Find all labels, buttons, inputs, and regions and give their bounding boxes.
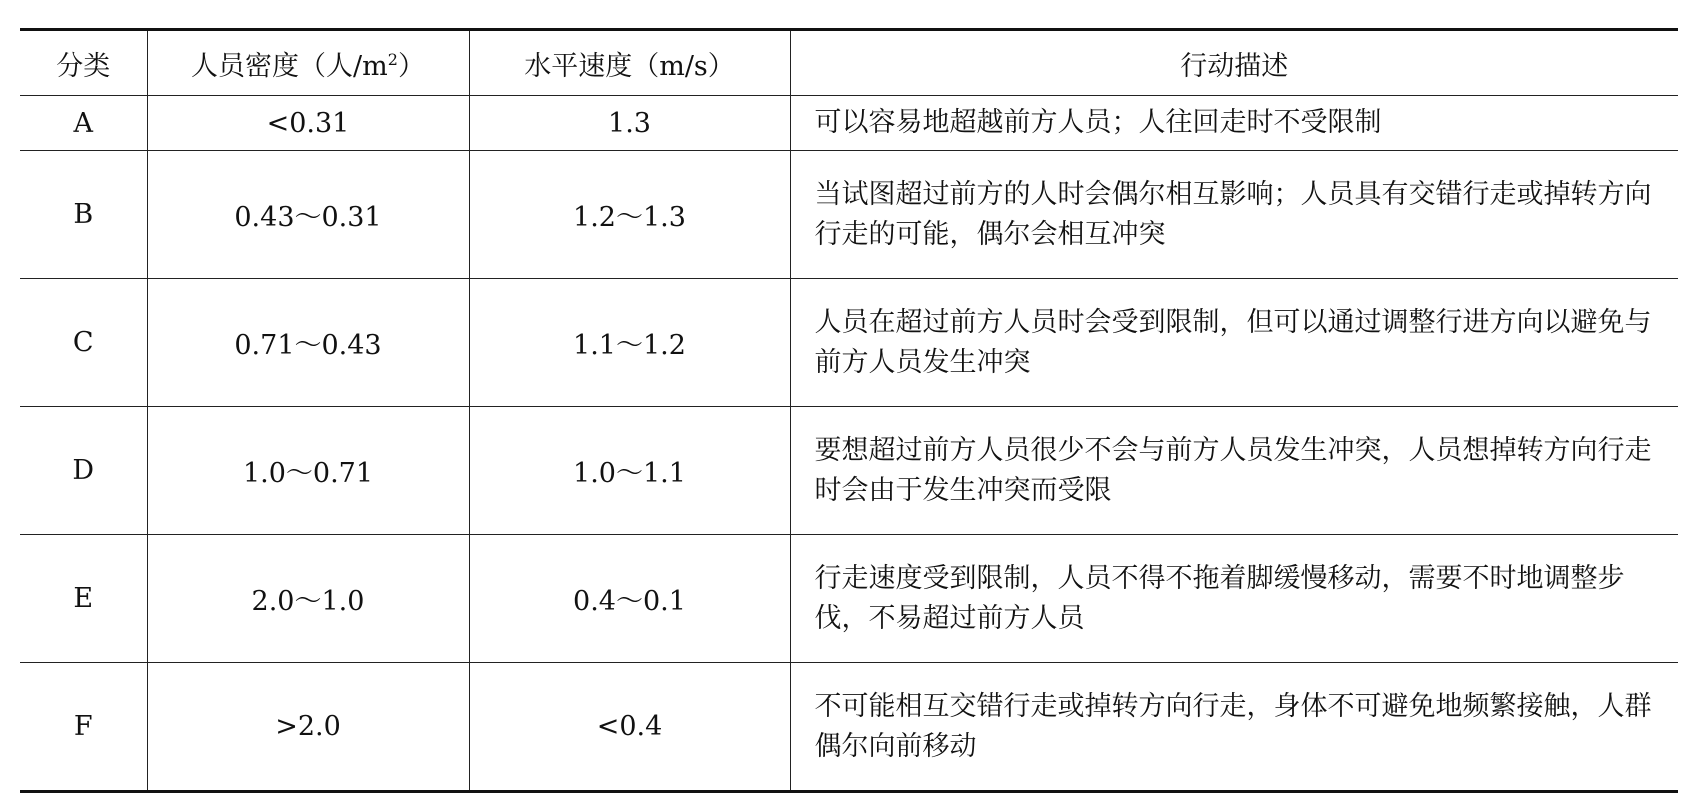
crowd-density-table bbox=[20, 28, 1678, 793]
cell-category: A bbox=[20, 96, 147, 151]
table-row bbox=[20, 535, 1678, 663]
cell-category: E bbox=[20, 535, 147, 663]
cell-speed: <0.4 bbox=[469, 663, 790, 792]
cell-density: <0.31 bbox=[147, 96, 469, 151]
table-row bbox=[20, 96, 1678, 151]
cell-speed: 0.4～0.1 bbox=[469, 535, 790, 663]
cell-density: 0.71～0.43 bbox=[147, 279, 469, 407]
cell-description: 要想超过前方人员很少不会与前方人员发生冲突，人员想掉转方向行走时会由于发生冲突而受限 bbox=[790, 407, 1678, 535]
cell-category: B bbox=[20, 151, 147, 279]
cell-category: D bbox=[20, 407, 147, 535]
header-density-close: ） bbox=[397, 50, 425, 82]
cell-category: F bbox=[20, 663, 147, 792]
cell-density: 0.43～0.31 bbox=[147, 151, 469, 279]
header-density-text: 人员密度（人/m bbox=[191, 50, 388, 82]
cell-speed: 1.1～1.2 bbox=[469, 279, 790, 407]
header-description: 行动描述 bbox=[790, 30, 1678, 96]
header-density-superscript: 2 bbox=[387, 49, 398, 69]
header-density bbox=[147, 30, 469, 96]
cell-description: 可以容易地超越前方人员；人往回走时不受限制 bbox=[790, 96, 1678, 151]
cell-description: 不可能相互交错行走或掉转方向行走，身体不可避免地频繁接触，人群偶尔向前移动 bbox=[790, 663, 1678, 792]
header-category: 分类 bbox=[20, 30, 147, 96]
cell-speed: 1.2～1.3 bbox=[469, 151, 790, 279]
cell-speed: 1.0～1.1 bbox=[469, 407, 790, 535]
table-row bbox=[20, 151, 1678, 279]
table-row bbox=[20, 663, 1678, 792]
cell-description: 人员在超过前方人员时会受到限制，但可以通过调整行进方向以避免与前方人员发生冲突 bbox=[790, 279, 1678, 407]
cell-density: 2.0～1.0 bbox=[147, 535, 469, 663]
cell-description: 行走速度受到限制，人员不得不拖着脚缓慢移动，需要不时地调整步伐，不易超过前方人员 bbox=[790, 535, 1678, 663]
cell-category: C bbox=[20, 279, 147, 407]
table-row bbox=[20, 407, 1678, 535]
crowd-density-table-container bbox=[20, 28, 1678, 793]
header-speed: 水平速度（m/s） bbox=[469, 30, 790, 96]
cell-density: 1.0～0.71 bbox=[147, 407, 469, 535]
table-row bbox=[20, 279, 1678, 407]
cell-density: >2.0 bbox=[147, 663, 469, 792]
cell-description: 当试图超过前方的人时会偶尔相互影响；人员具有交错行走或掉转方向行走的可能，偶尔会相互冲突 bbox=[790, 151, 1678, 279]
cell-speed: 1.3 bbox=[469, 96, 790, 151]
table-header-row bbox=[20, 30, 1678, 96]
